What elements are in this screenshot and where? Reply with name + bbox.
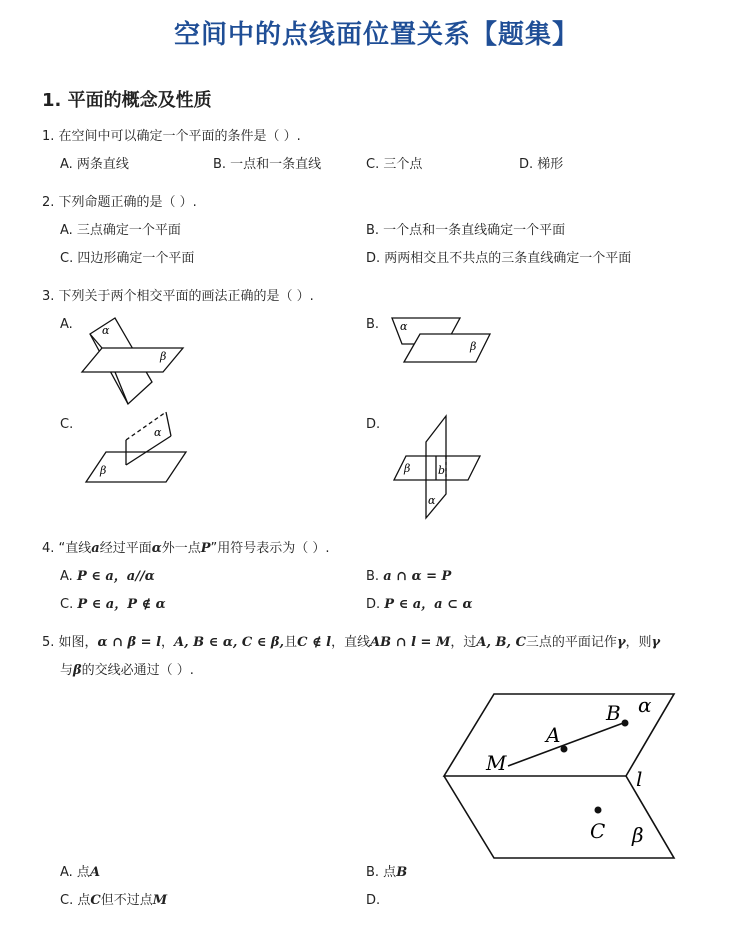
q2-option-a[interactable]: A. 三点确定一个平面 <box>60 223 181 238</box>
q1-option-c[interactable]: C. 三个点 <box>366 157 423 172</box>
label-m: M <box>486 751 507 775</box>
q3-option-d[interactable]: D. <box>366 417 381 432</box>
q1-option-d[interactable]: D. 梯形 <box>519 157 564 172</box>
label-beta: β <box>470 340 477 353</box>
label-a: A <box>546 723 561 747</box>
line-ab <box>508 722 626 766</box>
q4-option-c[interactable]: C. P ∈ a，P ∉ α <box>60 597 166 612</box>
label-b: b <box>438 464 446 477</box>
q2-option-c[interactable]: C. 四边形确定一个平面 <box>60 251 195 266</box>
label-beta: β <box>632 823 644 847</box>
q3-option-a[interactable]: A. <box>60 317 73 332</box>
q5-option-a[interactable]: A. 点A <box>60 865 101 880</box>
label-b: B <box>606 701 621 725</box>
plane-beta-shape <box>82 348 183 372</box>
alpha-lower-edge <box>115 372 128 404</box>
var-p: P <box>200 541 211 556</box>
q3-figure-d <box>390 412 490 524</box>
point-c <box>595 807 602 814</box>
point-b <box>622 720 629 727</box>
label-alpha: α <box>400 320 408 333</box>
var-alpha: α <box>151 541 162 556</box>
var-a: a <box>91 541 100 556</box>
label-alpha: α <box>638 693 652 717</box>
label-alpha: α <box>154 426 162 439</box>
q1-option-b[interactable]: B. 一点和一条直线 <box>213 157 322 172</box>
page-title: 空间中的点线面位置关系【题集】 <box>173 20 579 50</box>
plane-beta-shape <box>404 334 490 362</box>
question-1-stem: 1. 在空间中可以确定一个平面的条件是（ ）. <box>42 129 301 144</box>
q5-option-d[interactable]: D. <box>366 893 381 908</box>
question-4-stem: 4. “直线a经过平面α外一点P”用符号表示为（ ）. <box>42 541 330 556</box>
q5-option-c[interactable]: C. 点C但不过点M <box>60 893 168 908</box>
label-alpha: α <box>428 494 436 507</box>
label-l: l <box>636 767 643 791</box>
label-beta: β <box>100 464 107 477</box>
label-alpha: α <box>102 324 110 337</box>
q3-figure-b <box>390 316 500 366</box>
q2-option-b[interactable]: B. 一个点和一条直线确定一个平面 <box>366 223 566 238</box>
alpha-right-edge <box>166 412 171 436</box>
q4-option-b[interactable]: B. a ∩ α = P <box>366 569 452 584</box>
q5-figure <box>440 690 680 862</box>
question-3-stem: 3. 下列关于两个相交平面的画法正确的是（ ）. <box>42 289 314 304</box>
q2-option-d[interactable]: D. 两两相交且不共点的三条直线确定一个平面 <box>366 251 632 266</box>
q4-option-d[interactable]: D. P ∈ a，a ⊂ α <box>366 597 473 612</box>
q3-option-c[interactable]: C. <box>60 417 74 432</box>
point-a <box>561 746 568 753</box>
q3-figure-c <box>86 410 191 486</box>
question-2-stem: 2. 下列命题正确的是（ ）. <box>42 195 197 210</box>
label-beta: β <box>160 350 167 363</box>
label-beta: β <box>404 462 411 475</box>
question-5-stem-line2: 与β的交线必通过（ ）. <box>60 663 194 678</box>
q3-figure-a <box>80 312 190 408</box>
q5-option-b[interactable]: B. 点B <box>366 865 408 880</box>
section-heading: 1. 平面的概念及性质 <box>42 90 212 111</box>
q1-option-a[interactable]: A. 两条直线 <box>60 157 129 172</box>
label-c: C <box>590 819 606 843</box>
q3-option-b[interactable]: B. <box>366 317 380 332</box>
question-5-stem-line1: 5. 如图，α ∩ β = l，A, B ∈ α, C ∈ β,且C ∉ l，直线AB ∩ l = M，过A, B, C三点的平面记作γ，则γ <box>42 635 661 650</box>
intersection-line <box>126 436 171 465</box>
q4-option-a[interactable]: A. P ∈ a，a//α <box>60 569 155 584</box>
